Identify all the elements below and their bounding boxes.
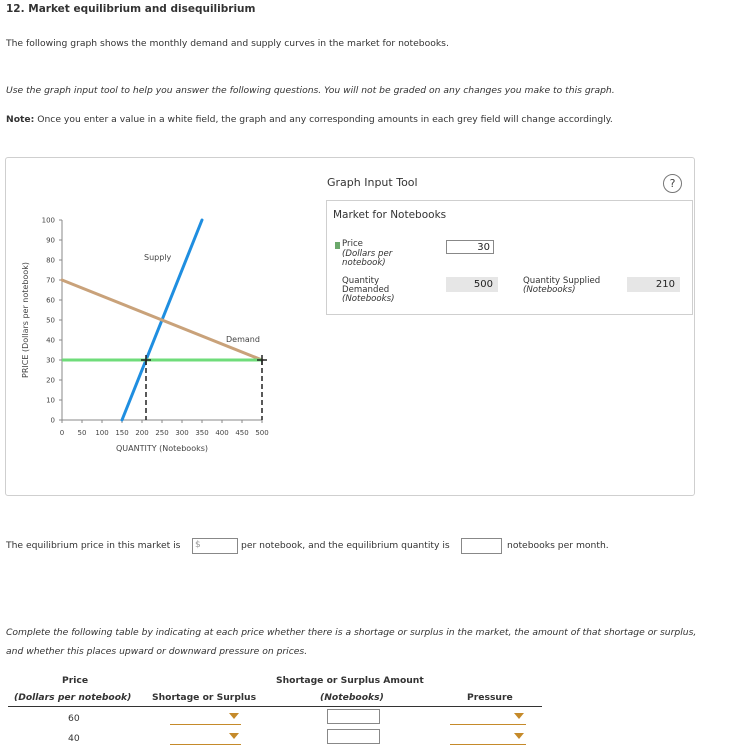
qd-label-2: Demanded xyxy=(342,285,390,295)
page-title: 12. Market equilibrium and disequilibrium xyxy=(6,3,256,15)
instruction-text: Use the graph input tool to help you answer the following questions. You will not be graded on any changes you make to this graph. xyxy=(6,85,615,96)
y-tick-label: 40 xyxy=(46,336,55,345)
supply-label: Supply xyxy=(144,253,172,262)
table-header-divider xyxy=(8,706,542,707)
qd-label-1: Quantity xyxy=(342,276,380,286)
x-tick-label: 50 xyxy=(77,429,87,437)
col-shortage-header: Shortage or Surplus xyxy=(152,692,257,703)
pressure-dropdown-40[interactable] xyxy=(450,728,526,745)
tool-title: Graph Input Tool xyxy=(327,176,418,189)
y-tick-label: 70 xyxy=(46,276,55,285)
qs-unit: (Notebooks) xyxy=(523,285,576,295)
y-tick-label: 90 xyxy=(46,236,55,245)
table-instruction-2: and whether this places upward or downward pressure on prices. xyxy=(6,646,308,657)
x-axis-label: QUANTITY (Notebooks) xyxy=(115,444,209,453)
x-tick-label: 350 xyxy=(195,429,209,437)
amount-input-40[interactable] xyxy=(327,729,380,744)
shortage-surplus-dropdown-60[interactable] xyxy=(170,708,241,725)
row-price-60: 60 xyxy=(68,713,80,724)
x-tick-label: 500 xyxy=(255,429,269,437)
y-tick-label: 20 xyxy=(46,376,55,385)
pressure-dropdown-60[interactable] xyxy=(450,708,526,725)
shortage-surplus-dropdown-40[interactable] xyxy=(170,728,241,745)
y-tick-label: 0 xyxy=(50,416,55,425)
equilibrium-question-middle: per notebook, and the equilibrium quantity is xyxy=(241,540,450,551)
y-axis-label: PRICE (Dollars per notebook) xyxy=(21,262,30,378)
price-input[interactable]: 30 xyxy=(446,240,494,254)
chevron-down-icon xyxy=(229,733,239,739)
price-label: Price xyxy=(342,239,363,249)
note-label: Note: xyxy=(6,114,35,125)
price-unit-2: notebook) xyxy=(342,258,386,268)
dollar-sign: $ xyxy=(195,540,201,550)
chevron-down-icon xyxy=(514,733,524,739)
table-instruction-1: Complete the following table by indicating at each price whether there is a shortage or surplus in the market, the amount of that shortage or surplus, xyxy=(6,627,697,638)
qd-unit: (Notebooks) xyxy=(342,294,395,304)
equilibrium-quantity-input[interactable] xyxy=(461,538,502,554)
equilibrium-question-prefix: The equilibrium price in this market is xyxy=(6,540,181,551)
help-icon[interactable]: ? xyxy=(663,174,682,193)
intro-text: The following graph shows the monthly demand and supply curves in the market for notebooks. xyxy=(6,38,449,49)
note-body: Once you enter a value in a white field, the graph and any corresponding amounts in each grey field will change accordingly. xyxy=(37,114,613,125)
price-unit-1: (Dollars per xyxy=(342,249,393,259)
col-price-header: Price xyxy=(62,675,89,686)
col-amount-header: Shortage or Surplus Amount xyxy=(276,675,424,686)
tool-subtitle: Market for Notebooks xyxy=(333,209,447,221)
amount-input-60[interactable] xyxy=(327,709,380,724)
x-tick-label: 200 xyxy=(135,429,149,437)
qd-value: 500 xyxy=(446,277,498,292)
demand-label: Demand xyxy=(226,335,260,344)
chevron-down-icon xyxy=(229,713,239,719)
col-pressure-header: Pressure xyxy=(467,692,513,703)
y-tick-label: 80 xyxy=(46,256,55,265)
y-tick-label: 30 xyxy=(46,356,55,365)
qs-label: Quantity Supplied xyxy=(523,276,601,286)
qs-value: 210 xyxy=(627,277,680,292)
price-marker-icon xyxy=(335,242,340,249)
x-tick-label: 300 xyxy=(175,429,189,437)
y-tick-label: 10 xyxy=(46,396,55,405)
x-tick-label: 0 xyxy=(59,429,65,437)
x-tick-label: 100 xyxy=(95,429,109,437)
equilibrium-price-input[interactable] xyxy=(192,538,238,554)
row-price-40: 40 xyxy=(68,733,80,744)
y-tick-label: 60 xyxy=(46,296,55,305)
x-tick-label: 150 xyxy=(115,429,129,437)
x-tick-label: 400 xyxy=(215,429,229,437)
x-tick-label: 450 xyxy=(235,429,249,437)
x-tick-label: 250 xyxy=(155,429,169,437)
col-amount-unit: (Notebooks) xyxy=(320,692,384,703)
chevron-down-icon xyxy=(514,713,524,719)
y-tick-label: 100 xyxy=(41,216,55,225)
y-tick-label: 50 xyxy=(46,316,55,325)
equilibrium-question-suffix: notebooks per month. xyxy=(507,540,609,551)
demand-curve[interactable] xyxy=(62,280,262,360)
col-price-unit: (Dollars per notebook) xyxy=(14,692,132,703)
